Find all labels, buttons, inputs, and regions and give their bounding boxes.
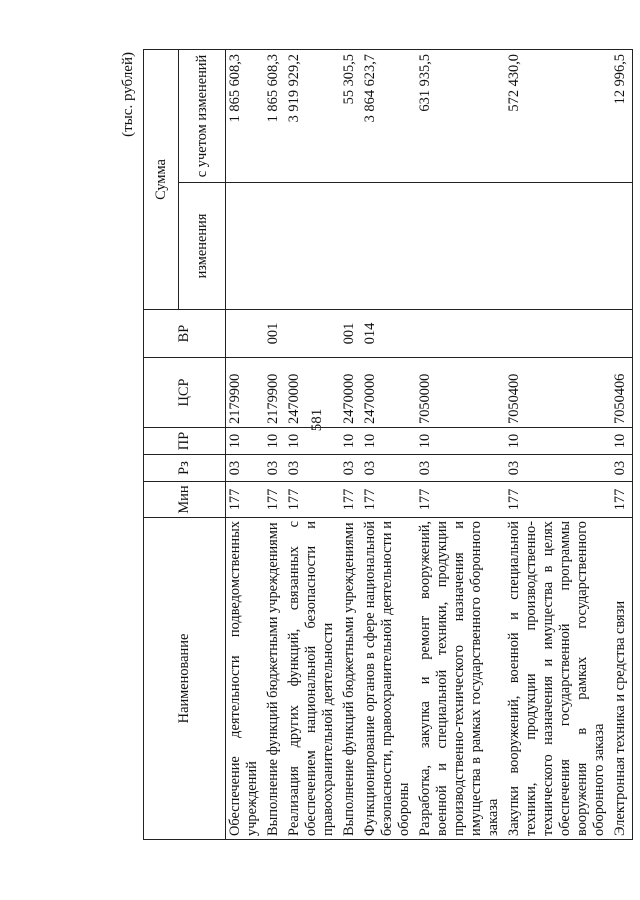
row-csr: 7050400: [505, 358, 611, 428]
row-rz: 03: [264, 455, 285, 482]
row-changes: [264, 183, 285, 310]
row-changes: [285, 183, 340, 310]
row-name: Электронная техника и средства связи: [611, 518, 632, 840]
row-changes: [340, 183, 361, 310]
row-min: 177: [340, 482, 361, 518]
table-row: [264, 50, 285, 840]
row-vr: 001: [264, 310, 285, 358]
row-changes: [226, 183, 264, 310]
table-row: [611, 50, 632, 840]
row-vr: [285, 310, 340, 358]
row-changes: [416, 183, 505, 310]
header-name: Наименование: [144, 518, 226, 840]
row-pr: 10: [285, 428, 340, 455]
header-sum: Сумма: [144, 50, 179, 310]
row-with-changes: 3 864 623,7: [361, 50, 416, 183]
header-vr: ВР: [144, 310, 226, 358]
row-with-changes: 1 865 608,3: [264, 50, 285, 183]
table-row: [505, 50, 611, 840]
row-name: Разработка, закупка и ремонт вооружений, военной и специальной техники, продукции производственно-технического назначения и имущества в рамках государственного оборонного заказа: [416, 518, 505, 840]
row-pr: 10: [264, 428, 285, 455]
page-number: 581: [309, 408, 325, 432]
row-csr: 7050406: [611, 358, 632, 428]
row-csr: 2470000: [285, 358, 340, 428]
row-rz: 03: [340, 455, 361, 482]
row-csr: 2470000: [361, 358, 416, 428]
table-row: [226, 50, 264, 840]
row-min: 177: [611, 482, 632, 518]
row-with-changes: 631 935,5: [416, 50, 505, 183]
header-csr: ЦСР: [144, 358, 226, 428]
row-with-changes: 1 865 608,3: [226, 50, 264, 183]
row-min: 177: [361, 482, 416, 518]
row-vr: [226, 310, 264, 358]
row-with-changes: 572 430,0: [505, 50, 611, 183]
row-min: 177: [226, 482, 264, 518]
row-changes: [505, 183, 611, 310]
table-row: [361, 50, 416, 840]
row-pr: 10: [611, 428, 632, 455]
budget-table: [143, 49, 633, 840]
row-min: 177: [416, 482, 505, 518]
row-rz: 03: [285, 455, 340, 482]
row-pr: 10: [505, 428, 611, 455]
row-name: Выполнение функций бюджетными учреждениями: [264, 518, 285, 840]
table-row: [285, 50, 340, 840]
table-header: [144, 50, 226, 840]
row-csr: 7050000: [416, 358, 505, 428]
row-name: Выполнение функций бюджетными учреждениями: [340, 518, 361, 840]
row-min: 177: [264, 482, 285, 518]
table-row: [340, 50, 361, 840]
row-pr: 10: [416, 428, 505, 455]
row-min: 177: [505, 482, 611, 518]
header-rz: Рз: [144, 455, 226, 482]
header-min: Мин: [144, 482, 226, 518]
header-with-changes: с учетом изменений: [179, 50, 226, 183]
row-with-changes: 55 305,5: [340, 50, 361, 183]
row-vr: [611, 310, 632, 358]
table-body: [226, 50, 633, 840]
row-rz: 03: [611, 455, 632, 482]
row-with-changes: 12 996,5: [611, 50, 632, 183]
units-label: (тыс. рублей): [120, 52, 136, 137]
row-rz: 03: [226, 455, 264, 482]
row-vr: [505, 310, 611, 358]
row-csr: 2179900: [264, 358, 285, 428]
row-csr: 2470000: [340, 358, 361, 428]
header-changes: изменения: [179, 183, 226, 310]
row-pr: 10: [361, 428, 416, 455]
row-csr: 2179900: [226, 358, 264, 428]
row-rz: 03: [505, 455, 611, 482]
table-row: [416, 50, 505, 840]
row-vr: 014: [361, 310, 416, 358]
row-rz: 03: [361, 455, 416, 482]
rotated-page-content: [110, 40, 640, 840]
row-name: Функционирование органов в сфере национальной безопасности, правоохранительной деятельности и обороны: [361, 518, 416, 840]
row-name: Реализация других функций, связанных с обеспечением национальной безопасности и правоохранительной деятельности: [285, 518, 340, 840]
row-vr: [416, 310, 505, 358]
row-vr: 001: [340, 310, 361, 358]
row-with-changes: 3 919 929,2: [285, 50, 340, 183]
row-changes: [611, 183, 632, 310]
row-rz: 03: [416, 455, 505, 482]
row-name: Закупки вооружений, военной и специальной техники, продукции производственно-технического назначения и имущества в целях обеспечения государственной программы вооружения в рамках государственного оборонного заказа: [505, 518, 611, 840]
row-changes: [361, 183, 416, 310]
row-pr: 10: [226, 428, 264, 455]
row-min: 177: [285, 482, 340, 518]
row-name: Обеспечение деятельности подведомственных учреждений: [226, 518, 264, 840]
header-pr: ПР: [144, 428, 226, 455]
row-pr: 10: [340, 428, 361, 455]
